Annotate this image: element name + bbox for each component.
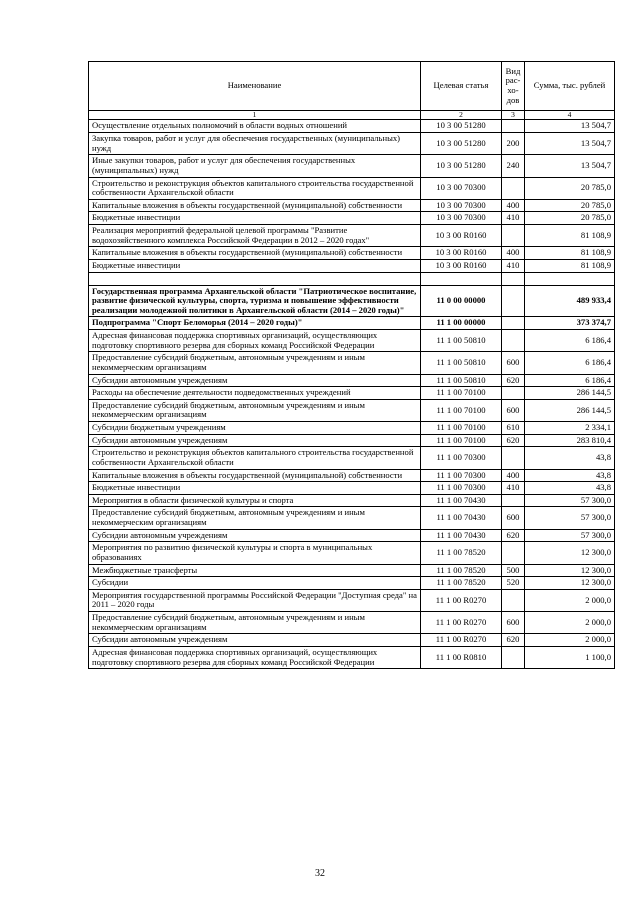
row-name: Капитальные вложения в объекты государственной (муниципальной) собственности xyxy=(89,247,421,260)
header-expense-kind: Вид рас-хо-дов xyxy=(502,62,525,111)
row-expense-kind: 600 xyxy=(502,399,525,421)
row-sum: 12 300,0 xyxy=(525,564,615,577)
row-name: Бюджетные инвестиции xyxy=(89,259,421,272)
row-target-article: 10 3 00 R0160 xyxy=(421,259,502,272)
budget-table xyxy=(88,61,615,669)
row-name: Капитальные вложения в объекты государственной (муниципальной) собственности xyxy=(89,469,421,482)
row-expense-kind xyxy=(502,447,525,469)
row-target-article: 11 1 00 R0270 xyxy=(421,612,502,634)
row-target-article: 10 3 00 70300 xyxy=(421,212,502,225)
column-number: 3 xyxy=(502,111,525,120)
table-row xyxy=(89,469,615,482)
table-row xyxy=(89,212,615,225)
row-target-article: 10 3 00 51280 xyxy=(421,133,502,155)
row-name: Субсидии автономным учреждениям xyxy=(89,374,421,387)
row-target-article: 10 3 00 R0160 xyxy=(421,225,502,247)
row-expense-kind: 600 xyxy=(502,612,525,634)
table-row xyxy=(89,317,615,330)
table-row xyxy=(89,177,615,199)
row-expense-kind xyxy=(502,330,525,352)
row-sum: 20 785,0 xyxy=(525,177,615,199)
table-row xyxy=(89,330,615,352)
row-target-article: 11 1 00 70100 xyxy=(421,434,502,447)
table-row xyxy=(89,529,615,542)
row-name: Субсидии автономным учреждениям xyxy=(89,634,421,647)
row-sum: 20 785,0 xyxy=(525,212,615,225)
row-name: Мероприятия в области физической культуры и спорта xyxy=(89,494,421,507)
row-name: Адресная финансовая поддержка спортивных организаций, осуществляющих подготовку спортивного резерва для сборных команд Российской Федерации xyxy=(89,646,421,668)
row-expense-kind xyxy=(502,494,525,507)
row-sum: 373 374,7 xyxy=(525,317,615,330)
row-sum: 81 108,9 xyxy=(525,247,615,260)
table-row xyxy=(89,507,615,529)
row-sum xyxy=(525,272,615,285)
row-name: Бюджетные инвестиции xyxy=(89,212,421,225)
table-row xyxy=(89,399,615,421)
row-name: Иные закупки товаров, работ и услуг для обеспечения государственных (муниципальных) нужд xyxy=(89,155,421,177)
column-number: 4 xyxy=(525,111,615,120)
row-name: Предоставление субсидий бюджетным, автономным учреждениям и иным некоммерческим организациям xyxy=(89,612,421,634)
row-sum: 43,8 xyxy=(525,469,615,482)
row-expense-kind: 400 xyxy=(502,199,525,212)
table-row xyxy=(89,155,615,177)
table-row xyxy=(89,247,615,260)
row-sum: 13 504,7 xyxy=(525,155,615,177)
row-target-article: 11 1 00 50810 xyxy=(421,330,502,352)
row-target-article xyxy=(421,272,502,285)
row-name: Предоставление субсидий бюджетным, автономным учреждениям и иным некоммерческим организациям xyxy=(89,507,421,529)
row-name: Субсидии бюджетным учреждениям xyxy=(89,422,421,435)
row-expense-kind: 620 xyxy=(502,529,525,542)
row-sum: 43,8 xyxy=(525,482,615,495)
row-target-article: 11 1 00 78520 xyxy=(421,542,502,564)
row-sum: 286 144,5 xyxy=(525,399,615,421)
row-expense-kind xyxy=(502,285,525,317)
row-name: Бюджетные инвестиции xyxy=(89,482,421,495)
row-target-article: 11 1 00 70100 xyxy=(421,422,502,435)
column-number-row xyxy=(89,111,615,120)
row-target-article: 10 3 00 70300 xyxy=(421,199,502,212)
row-name: Подпрограмма "Спорт Беломорья (2014 – 2020 годы)" xyxy=(89,317,421,330)
table-row xyxy=(89,285,615,317)
row-name: Реализация мероприятий федеральной целевой программы "Развитие водохозяйственного комплекса Российской Федерации в 2012 – 2020 годах" xyxy=(89,225,421,247)
row-target-article: 11 1 00 70430 xyxy=(421,507,502,529)
row-name xyxy=(89,272,421,285)
table-row xyxy=(89,387,615,400)
row-target-article: 11 1 00 R0810 xyxy=(421,646,502,668)
row-target-article: 10 3 00 70300 xyxy=(421,177,502,199)
table-row xyxy=(89,564,615,577)
row-name: Предоставление субсидий бюджетным, автономным учреждениям и иным некоммерческим организациям xyxy=(89,352,421,374)
row-expense-kind: 410 xyxy=(502,259,525,272)
table-row xyxy=(89,434,615,447)
row-sum: 6 186,4 xyxy=(525,374,615,387)
table-row xyxy=(89,482,615,495)
row-target-article: 11 1 00 70430 xyxy=(421,494,502,507)
spacer-row xyxy=(89,272,615,285)
row-sum: 12 300,0 xyxy=(525,577,615,590)
row-expense-kind: 240 xyxy=(502,155,525,177)
row-target-article: 10 3 00 51280 xyxy=(421,120,502,133)
row-target-article: 11 0 00 00000 xyxy=(421,285,502,317)
row-expense-kind xyxy=(502,177,525,199)
row-name: Субсидии xyxy=(89,577,421,590)
row-target-article: 11 1 00 50810 xyxy=(421,374,502,387)
row-sum: 57 300,0 xyxy=(525,529,615,542)
row-sum: 13 504,7 xyxy=(525,120,615,133)
row-sum: 489 933,4 xyxy=(525,285,615,317)
row-name: Строительство и реконструкция объектов капитального строительства государственной собственности Архангельской области xyxy=(89,447,421,469)
table-row xyxy=(89,225,615,247)
row-expense-kind xyxy=(502,387,525,400)
row-name: Капитальные вложения в объекты государственной (муниципальной) собственности xyxy=(89,199,421,212)
row-sum: 2 334,1 xyxy=(525,422,615,435)
table-row xyxy=(89,577,615,590)
row-name: Предоставление субсидий бюджетным, автономным учреждениям и иным некоммерческим организациям xyxy=(89,399,421,421)
table-row xyxy=(89,646,615,668)
row-sum: 2 000,0 xyxy=(525,589,615,611)
table-header-row xyxy=(89,62,615,111)
row-target-article: 11 1 00 R0270 xyxy=(421,634,502,647)
row-target-article: 11 1 00 70100 xyxy=(421,387,502,400)
row-sum: 2 000,0 xyxy=(525,612,615,634)
row-expense-kind xyxy=(502,589,525,611)
row-name: Субсидии автономным учреждениям xyxy=(89,529,421,542)
row-name: Государственная программа Архангельской области "Патриотическое воспитание, развитие физической культуры, спорта, туризма и повышение эффективности реализации молодежной политики в Архангельской области (2014 – 2020 годы)" xyxy=(89,285,421,317)
row-target-article: 11 1 00 70430 xyxy=(421,529,502,542)
table-row xyxy=(89,422,615,435)
row-target-article: 10 3 00 51280 xyxy=(421,155,502,177)
row-name: Мероприятия государственной программы Российской Федерации "Доступная среда" на 2011 – 2020 годы xyxy=(89,589,421,611)
row-target-article: 11 1 00 70300 xyxy=(421,469,502,482)
row-target-article: 11 1 00 78520 xyxy=(421,564,502,577)
row-target-article: 11 1 00 50810 xyxy=(421,352,502,374)
header-name: Наименование xyxy=(89,62,421,111)
row-expense-kind: 610 xyxy=(502,422,525,435)
row-sum: 43,8 xyxy=(525,447,615,469)
row-sum: 286 144,5 xyxy=(525,387,615,400)
row-sum: 13 504,7 xyxy=(525,133,615,155)
row-expense-kind xyxy=(502,225,525,247)
row-name: Межбюджетные трансферты xyxy=(89,564,421,577)
row-target-article: 11 1 00 70300 xyxy=(421,447,502,469)
page-number: 32 xyxy=(315,868,325,879)
row-sum: 283 810,4 xyxy=(525,434,615,447)
row-expense-kind: 600 xyxy=(502,507,525,529)
row-expense-kind xyxy=(502,120,525,133)
row-expense-kind: 520 xyxy=(502,577,525,590)
row-target-article: 10 3 00 R0160 xyxy=(421,247,502,260)
row-target-article: 11 1 00 R0270 xyxy=(421,589,502,611)
table-row xyxy=(89,447,615,469)
table-row xyxy=(89,133,615,155)
header-target-article: Целевая статья xyxy=(421,62,502,111)
row-expense-kind xyxy=(502,272,525,285)
header-sum: Сумма, тыс. рублей xyxy=(525,62,615,111)
row-expense-kind: 500 xyxy=(502,564,525,577)
row-expense-kind xyxy=(502,646,525,668)
document-page xyxy=(88,61,614,669)
row-expense-kind xyxy=(502,542,525,564)
table-row xyxy=(89,120,615,133)
row-name: Адресная финансовая поддержка спортивных организаций, осуществляющих подготовку спортивного резерва для сборных команд Российской Федерации xyxy=(89,330,421,352)
row-sum: 20 785,0 xyxy=(525,199,615,212)
row-name: Закупка товаров, работ и услуг для обеспечения государственных (муниципальных) нужд xyxy=(89,133,421,155)
row-sum: 57 300,0 xyxy=(525,507,615,529)
row-target-article: 11 1 00 78520 xyxy=(421,577,502,590)
row-sum: 12 300,0 xyxy=(525,542,615,564)
table-row xyxy=(89,494,615,507)
table-row xyxy=(89,374,615,387)
row-name: Мероприятия по развитию физической культуры и спорта в муниципальных образованиях xyxy=(89,542,421,564)
row-expense-kind: 620 xyxy=(502,434,525,447)
row-target-article: 11 1 00 00000 xyxy=(421,317,502,330)
row-name: Расходы на обеспечение деятельности подведомственных учреждений xyxy=(89,387,421,400)
row-expense-kind: 400 xyxy=(502,469,525,482)
table-row xyxy=(89,199,615,212)
column-number: 1 xyxy=(89,111,421,120)
table-row xyxy=(89,589,615,611)
row-expense-kind: 600 xyxy=(502,352,525,374)
row-expense-kind: 620 xyxy=(502,634,525,647)
row-sum: 81 108,9 xyxy=(525,225,615,247)
row-expense-kind: 620 xyxy=(502,374,525,387)
row-sum: 6 186,4 xyxy=(525,352,615,374)
row-expense-kind: 410 xyxy=(502,212,525,225)
row-expense-kind: 410 xyxy=(502,482,525,495)
table-body xyxy=(89,120,615,669)
row-sum: 1 100,0 xyxy=(525,646,615,668)
table-row xyxy=(89,259,615,272)
row-expense-kind: 200 xyxy=(502,133,525,155)
row-sum: 2 000,0 xyxy=(525,634,615,647)
table-row xyxy=(89,542,615,564)
row-name: Осуществление отдельных полномочий в области водных отношений xyxy=(89,120,421,133)
row-target-article: 11 1 00 70100 xyxy=(421,399,502,421)
row-sum: 81 108,9 xyxy=(525,259,615,272)
column-number: 2 xyxy=(421,111,502,120)
row-expense-kind: 400 xyxy=(502,247,525,260)
table-row xyxy=(89,352,615,374)
row-name: Строительство и реконструкция объектов капитального строительства государственной собственности Архангельской области xyxy=(89,177,421,199)
row-name: Субсидии автономным учреждениям xyxy=(89,434,421,447)
row-sum: 6 186,4 xyxy=(525,330,615,352)
table-row xyxy=(89,612,615,634)
row-sum: 57 300,0 xyxy=(525,494,615,507)
row-target-article: 11 1 00 70300 xyxy=(421,482,502,495)
row-expense-kind xyxy=(502,317,525,330)
table-row xyxy=(89,634,615,647)
